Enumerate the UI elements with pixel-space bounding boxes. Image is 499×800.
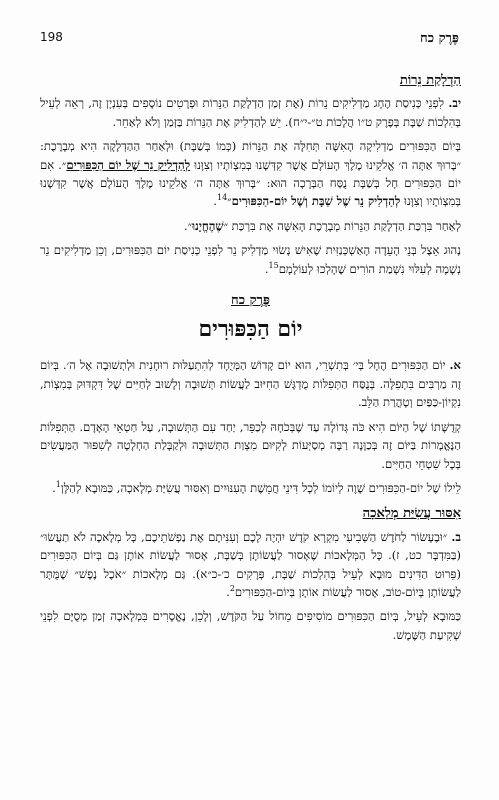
paragraph-label: ב.	[451, 529, 462, 544]
footnote-marker: 14	[216, 193, 228, 203]
paragraph-text: יוֹם הַכִּפּוּרִים הֶחָל בְּי׳ בְּתִשְׁרֵי, הוּא יוֹם קָדוֹשׁ הַמְּיֻחָד לְהִתְעַלּוּת רוּחָנִית וּלְתְשׁוּבָה אֶל ה׳. בְּיוֹם זֶה מַרְבִּים בִּתְפִלָּה. בְּנֻסַּח הַתְּפִלּוֹת מֻדְגָּשׁ הַחִיּוּב לַעֲשׂוֹת תְּשׁוּבָה וְלָשׁוּב לְחַיִּים שֶׁל דִּקְדּוּק בְּמִצְוֹת, נִקְיוֹן-כַּפַּיִם וְטָהֳרַת הַלֵּב.	[40, 358, 461, 410]
paragraph-blessing: בְּיוֹם הַכִּפּוּרִים מַדְלִיקָה הָאִשָּׁה תְּחִלָּה אֶת הַנֵּרוֹת (כְּמוֹ בְּשַׁבָּת) וּלְאַחַר הַהַדְלָקָה הִיא מְבָרֶכֶת: ״בָּרוּךְ אַתָּה ה׳ אֱלֹקֵינוּ מֶלֶךְ הָעוֹלָם אֲשֶׁר קִדְּשָׁנוּ בְּמִצְוֹתָיו וְצִוָּנוּ לְהַדְלִיק נֵר שֶׁל יוֹם הַכִּפּוּרִים״. אִם יוֹם הַכִּפּוּרִים חָל בְּשַׁבָּת נֻסַּח הַבְּרָכָה הוּא: ״בָּרוּךְ אַתָּה ה׳ אֱלֹקֵינוּ מֶלֶךְ הָעוֹלָם אֲשֶׁר קִדְּשָׁנוּ בְּמִצְוֹתָיו וְצִוָּנוּ לְהַדְלִיק נֵר שֶׁל שַׁבָּת וְשֶׁל יוֹם-הַכִּפּוּרִים״$^{14}$.	[40, 139, 461, 209]
section-title-labor-prohibition: אִסּוּר עֲשִׂיַּת מְלָאכָה	[362, 506, 461, 522]
paragraph-night: לֵילוֹ שֶׁל יוֹם-הַכִּפּוּרִים שָׁוֶה לְיוֹמוֹ לְכָל דִּינֵי חֲמֵשֶׁת הָעִנּוּיִים וְאִסּוּר עֲשִׂיַּת מְלָאכָה, כַּמּוּבָא לְהַלָּן$^1$.	[52, 480, 461, 495]
paragraph-text: ״. אִם יוֹם הַכִּפּוּרִים חָל בְּשַׁבָּת נֻסַּח הַבְּרָכָה הוּא: ״בָּרוּךְ אַתָּה ה׳ אֱלֹקֵינוּ מֶלֶךְ הָעוֹלָם אֲשֶׁר קִדְּשָׁנוּ בְּמִצְוֹתָיו וְצִוָּנוּ	[40, 157, 461, 209]
blessing-bold-text: לְהַדְלִיק נֵר שֶׁל יוֹם הַכִּפּוּרִים	[66, 157, 191, 172]
running-head: פֶּרֶק כח	[420, 31, 459, 46]
punctuation: ״.	[183, 218, 193, 233]
paragraph-a	[40, 356, 461, 411]
paragraph-text: בְּיוֹם הַכִּפּוּרִים מַדְלִיקָה הָאִשָּׁה תְּחִלָּה אֶת הַנֵּרוֹת (כְּמוֹ בְּשַׁבָּת) וּלְאַחַר הַהַדְלָקָה הִיא מְבָרֶכֶת: ״בָּרוּךְ אַתָּה ה׳ אֱלֹקֵינוּ מֶלֶךְ הָעוֹלָם אֲשֶׁר קִדְּשָׁנוּ בְּמִצְוֹתָיו וְצִוָּנוּ	[40, 139, 461, 172]
footnote-marker: 2	[229, 584, 235, 594]
paragraph-12	[40, 94, 461, 131]
blessing-bold-text: שֶׁהֶחֱיָנוּ	[192, 218, 224, 233]
blessing-bold-text: לְהַדְלִיק נֵר שֶׁל שַׁבָּת וְשֶׁל יוֹם-הַכִּפּוּרִים	[231, 194, 401, 209]
chapter-label: פֶּרֶק כח	[231, 293, 270, 309]
paragraph-b: ב. ״וּבֶעָשׂוֹר לַחֹדֶשׁ הַשְּׁבִיעִי מִקְרָא קֹדֶשׁ יִהְיֶה לָכֶם וְעִנִּיתֶם אֶת נַפְשֹׁתֵיכֶם, כָּל מְלָאכָה לֹא תַעֲשׂוּ״ (בַּמִּדְבָּר כט, ז). כָּל הַמְּלָאכוֹת שֶׁאָסוּר לַעֲשׂוֹתָן בְּשַׁבָּת, אָסוּר לַעֲשׂוֹת אוֹתָן גַּם בְּיוֹם הַכִּפּוּרִים (פֵּרוּט הַדִּינִים מוּבָא לְעֵיל בְּהִלְכוֹת שַׁבָּת, פְּרָקִים כ׳-כ״א). גַּם מְלָאכוֹת ״אֹכֶל נֶפֶשׁ״ שֶׁמֻּתָּר לַעֲשׂוֹתָן בְּיוֹם-טוֹב, אָסוּר לַעֲשׂוֹת אוֹתָן בְּיוֹם-הַכִּפּוּרִים$^2$.	[40, 529, 462, 599]
page-body	[40, 72, 461, 650]
paragraph-additional-time	[40, 607, 461, 644]
paragraph-text: קְדֻשָּׁתוֹ שֶׁל הַיּוֹם הִיא כֹּה גְּדוֹלָה עַד שֶׁבְּכֹחָהּ לְכַפֵּר, יַחַד עִם הַתְּשׁוּבָה, עַל חַטְאֵי הָאָדָם. הַתְּפִלּוֹת הַנֶּאֱמָרוֹת בַּיּוֹם זֶה בְּכַוָּנָה רַבָּה מְסַיְּעוֹת לְקִיּוּם מִצְוַת הַתְּשׁוּבָה וּלְקַבָּלַת הַחְלָטָה לְשִׁפּוּר הַמַּעֲשִׂים בְּכָל שִׁטְחֵי הַחַיִּים.	[40, 419, 461, 471]
footnote-marker: 15	[268, 260, 279, 270]
paragraph-text: לֵילוֹ שֶׁל יוֹם-הַכִּפּוּרִים שָׁוֶה לְיוֹמוֹ לְכָל דִּינֵי חֲמֵשֶׁת הָעִנּוּיִים וְאִסּוּר עֲשִׂיַּת מְלָאכָה, כַּמּוּבָא לְהַלָּן	[60, 480, 461, 495]
page-header	[40, 30, 459, 50]
paragraph-text: נָהוּג אֵצֶל בְּנֵי הָעֵדָה הָאַשְׁכְּנַזִּית שֶׁאִישׁ נָשׂוּי מַדְלִיק נֵר לִפְנֵי כְּנִיסַת יוֹם הַכִּפּוּרִים, וְכֵן מַדְלִיקִים נֵר נְשָׁמָה לְעִלּוּי נִשְׁמַת הוֹרִים שֶׁהָלְכוּ לְעוֹלָמָם	[40, 243, 461, 276]
paragraph-text: לִפְנֵי כְּנִיסַת הֶחָג מַדְלִיקִים נֵרוֹת (אֶת זְמַן הַדְלָקַת הַנֵּרוֹת וּפְרָטִים נוֹסָפִים בְּעִנְיָן זֶה, רְאֵה לְעֵיל בְּהִלְכוֹת שַׁבָּת בְּפֶרֶק ט״ו הֲלָכוֹת ט״-י״ח). יֵשׁ לְהַדְלִיק אֶת הַנֵּרוֹת בַּזְּמַן וְלֹא לְאַחֵר.	[40, 96, 461, 129]
paragraph-label: יב.	[448, 96, 461, 111]
paragraph-text: ״וּבֶעָשׂוֹר לַחֹדֶשׁ הַשְּׁבִיעִי מִקְרָא קֹדֶשׁ יִהְיֶה לָכֶם וְעִנִּיתֶם אֶת נַפְשֹׁתֵיכֶם, כָּל מְלָאכָה לֹא תַעֲשׂוּ״ (בַּמִּדְבָּר כט, ז). כָּל הַמְּלָאכוֹת שֶׁאָסוּר לַעֲשׂוֹתָן בְּשַׁבָּת, אָסוּר לַעֲשׂוֹת אוֹתָן גַּם בְּיוֹם הַכִּפּוּרִים (פֵּרוּט הַדִּינִים מוּבָא לְעֵיל בְּהִלְכוֹת שַׁבָּת, פְּרָקִים כ׳-כ״א). גַּם מְלָאכוֹת ״אֹכֶל נֶפֶשׁ״ שֶׁמֻּתָּר לַעֲשׂוֹתָן בְּיוֹם-טוֹב, אָסוּר לַעֲשׂוֹת אוֹתָן בְּיוֹם-הַכִּפּוּרִים	[40, 529, 461, 599]
footnote-marker: 1	[55, 480, 61, 490]
section-title-candle-lighting: הַדְלָקַת נֵרוֹת	[399, 73, 461, 88]
paragraph-shehecheyanu	[40, 217, 461, 235]
paragraph-text: כַּמּוּבָא לְעֵיל, בְּיוֹם הַכִּפּוּרִים מוֹסִיפִים מֵחוֹל עַל הַקֹּדֶשׁ, וְלָכֵן, נֶאֱסָרִים בִּמְלָאכָה זְמַן מְסֻיָּם לִפְנֵי שְׁקִיעַת הַשֶּׁמֶשׁ.	[40, 609, 461, 642]
paragraph-custom: נָהוּג אֵצֶל בְּנֵי הָעֵדָה הָאַשְׁכְּנַזִּית שֶׁאִישׁ נָשׂוּי מַדְלִיק נֵר לִפְנֵי כְּנִיסַת יוֹם הַכִּפּוּרִים, וְכֵן מַדְלִיקִים נֵר נְשָׁמָה לְעִלּוּי נִשְׁמַת הוֹרִים שֶׁהָלְכוּ לְעוֹלָמָם$^{15}$.	[40, 243, 461, 276]
page-number: 198	[40, 30, 63, 44]
chapter-title: יוֹם הַכִּפּוּרִים	[198, 316, 303, 343]
paragraph-holiness	[40, 418, 461, 473]
paragraph-text: לְאַחַר בִּרְכַּת הַדְלָקַת הַנֵּרוֹת מְבָרֶכֶת הָאִשָּׁה אֶת בִּרְכַּת ״	[223, 218, 461, 233]
paragraph-label: א.	[449, 358, 461, 373]
